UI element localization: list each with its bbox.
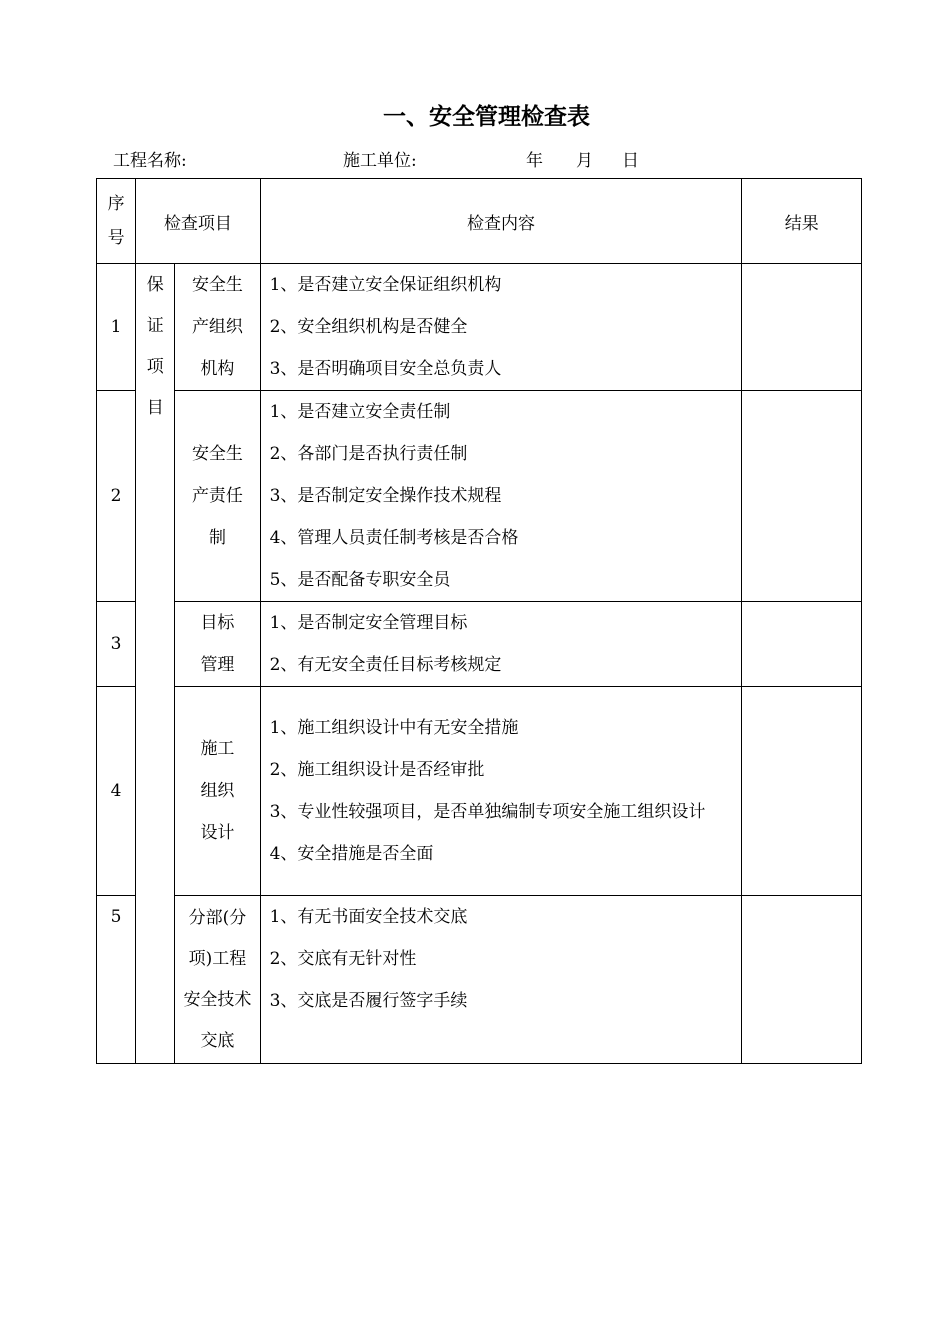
category-cell: 保证项目 (136, 264, 175, 1064)
day-label: 日 (622, 151, 639, 171)
row-no: 5 (97, 896, 136, 1064)
row-content: 1、是否建立安全保证组织机构 2、安全组织机构是否健全 3、是否明确项目安全总负责人 (260, 264, 742, 391)
row-no: 2 (97, 391, 136, 602)
header-no: 序号 (97, 179, 136, 264)
table-row (97, 687, 862, 896)
row-result[interactable] (742, 687, 862, 896)
construction-unit-label: 施工单位: (343, 151, 417, 171)
row-result[interactable] (742, 391, 862, 602)
row-content: 1、有无书面安全技术交底 2、交底有无针对性 3、交底是否履行签字手续 (260, 896, 742, 1064)
inspection-table (96, 178, 862, 1064)
row-result[interactable] (742, 264, 862, 391)
row-item: 分部(分项)工程安全技术交底 (175, 896, 260, 1064)
row-item: 安全生产责任制 (175, 391, 260, 602)
row-item: 目标管理 (175, 602, 260, 687)
table-row (97, 264, 862, 391)
row-item: 施工组织设计 (175, 687, 260, 896)
header-result: 结果 (742, 179, 862, 264)
row-no: 1 (97, 264, 136, 391)
row-result[interactable] (742, 602, 862, 687)
row-content: 1、是否制定安全管理目标 2、有无安全责任目标考核规定 (260, 602, 742, 687)
row-item: 安全生产组织机构 (175, 264, 260, 391)
row-result[interactable] (742, 896, 862, 1064)
table-row (97, 602, 862, 687)
page-title: 一、安全管理检查表 (383, 104, 590, 130)
month-label: 月 (576, 151, 593, 171)
header-content: 检查内容 (260, 179, 742, 264)
row-no: 3 (97, 602, 136, 687)
content-line-wrapped: 3、专业性较强项目，是否单独编制专项安全施工组织设计 (269, 802, 706, 822)
row-content: 1、施工组织设计中有无安全措施 2、施工组织设计是否经审批 3、专业性较强项目，是否单独编制专项安全施工组织设计 4、安全措施是否全面 (260, 687, 742, 896)
year-label: 年 (526, 151, 543, 171)
header-item: 检查项目 (136, 179, 260, 264)
table-row (97, 896, 862, 1064)
row-no: 4 (97, 687, 136, 896)
table-row (97, 391, 862, 602)
table-header-row (97, 179, 862, 264)
project-name-label: 工程名称: (113, 151, 187, 171)
row-content: 1、是否建立安全责任制 2、各部门是否执行责任制 3、是否制定安全操作技术规程 4、管理人员责任制考核是否合格 5、是否配备专职安全员 (260, 391, 742, 602)
